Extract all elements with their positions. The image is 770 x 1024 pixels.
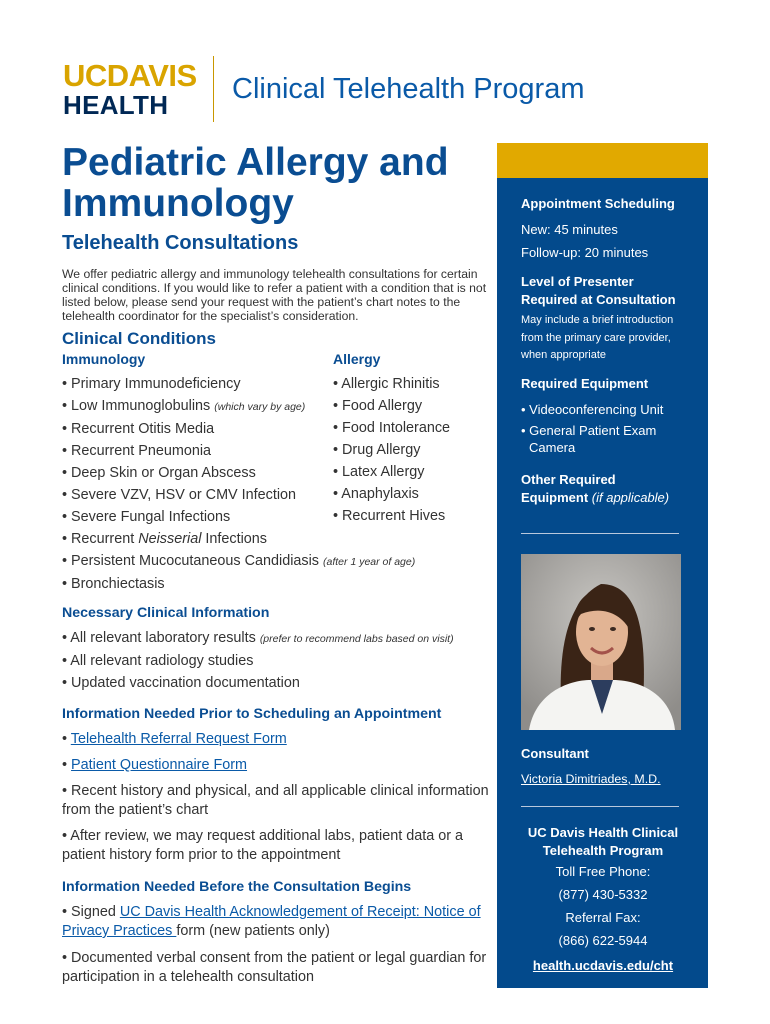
sidebar-divider xyxy=(521,806,679,807)
list-item: • Latex Allergy xyxy=(333,464,425,480)
list-item xyxy=(62,903,492,941)
header-divider xyxy=(213,56,214,122)
clinical-conditions-heading: Clinical Conditions xyxy=(62,329,216,348)
fax-number: (866) 622-5944 xyxy=(558,933,648,948)
list-item xyxy=(62,528,492,550)
allergy-heading: Allergy xyxy=(333,351,381,367)
referral-request-form-link[interactable]: Telehealth Referral Request Form xyxy=(70,731,287,747)
fax-label: Referral Fax: xyxy=(565,910,641,925)
list-item: • All relevant radiology studies xyxy=(62,653,254,669)
presenter-text-line-2: from the primary care provider, xyxy=(521,331,671,344)
list-item-text: • All relevant laboratory results xyxy=(62,630,256,646)
ucdavis-health-logo xyxy=(63,60,203,120)
necessary-info-list xyxy=(62,627,492,694)
program-title: Clinical Telehealth Program xyxy=(232,73,585,105)
patient-questionnaire-form-link[interactable]: Patient Questionnaire Form xyxy=(71,757,248,773)
list-item-text-rest: Infections xyxy=(201,531,268,547)
logo-health: HEALTH xyxy=(63,90,169,120)
sidebar-gold-bar xyxy=(497,143,708,178)
consultant-heading: Consultant xyxy=(521,746,589,761)
logo-davis: DAVIS xyxy=(106,58,197,93)
phone-label: Toll Free Phone: xyxy=(555,864,651,879)
allergy-list xyxy=(333,373,493,527)
before-consult-heading: Information Needed Before the Consultation Begins xyxy=(62,879,412,895)
necessary-info-heading: Necessary Clinical Information xyxy=(62,605,270,621)
list-item-text-rest: form (new patients only) xyxy=(176,923,330,939)
appointment-new: New: 45 minutes xyxy=(521,222,618,237)
list-item: • Recent history and physical, and all applicable clinical information from the patient’s chart xyxy=(62,783,489,818)
list-item-text: • Persistent Mucocutaneous Candidiasis xyxy=(62,553,320,569)
list-item: • Severe Fungal Infections xyxy=(62,509,231,525)
other-equipment-label: Equipment xyxy=(521,490,589,505)
list-item: • Bronchiectasis xyxy=(62,576,165,592)
other-equipment-line-1: Other Required xyxy=(521,472,616,487)
presenter-text-line-3: when appropriate xyxy=(521,349,607,361)
list-item-text: • Low Immunoglobulins xyxy=(62,398,211,414)
page-title-line-1: Pediatric Allergy and xyxy=(62,141,449,184)
list-item: • Food Intolerance xyxy=(333,420,451,436)
list-item: • Drug Allergy xyxy=(333,442,421,458)
website-link[interactable]: health.ucdavis.edu/cht xyxy=(532,958,674,973)
list-item: • Food Allergy xyxy=(333,398,423,414)
consultant-portrait-icon xyxy=(521,554,681,730)
immunology-heading: Immunology xyxy=(62,351,146,367)
consultant-name-link[interactable]: Victoria Dimitriades, M.D. xyxy=(521,772,661,786)
list-item xyxy=(62,627,492,650)
logo-uc: UC xyxy=(63,58,107,93)
consultant-photo xyxy=(521,554,681,730)
other-equipment-note: (if applicable) xyxy=(588,490,670,505)
sidebar xyxy=(497,178,708,988)
equipment-heading: Required Equipment xyxy=(521,376,649,391)
bullet: • xyxy=(62,731,71,747)
prior-scheduling-heading: Information Needed Prior to Scheduling an Appointment xyxy=(62,706,442,722)
list-item: • Recurrent Pneumonia xyxy=(62,443,212,459)
list-item: • Deep Skin or Organ Abscess xyxy=(62,465,256,481)
list-item-note: (which vary by age) xyxy=(214,401,306,413)
presenter-text-line-1: May include a brief introduction xyxy=(521,314,674,326)
presenter-heading-line-1: Level of Presenter xyxy=(521,274,634,289)
appointment-followup: Follow-up: 20 minutes xyxy=(521,245,649,260)
presenter-text xyxy=(521,312,696,365)
appointment-heading: Appointment Scheduling xyxy=(521,196,675,211)
list-item-italic: Neisserial xyxy=(138,531,202,547)
list-item xyxy=(62,730,492,749)
phone-number: (877) 430-5332 xyxy=(558,887,648,902)
page-subtitle: Telehealth Consultations xyxy=(62,232,299,254)
list-item: • Anaphylaxis xyxy=(333,486,419,502)
logo-line-1 xyxy=(63,60,203,91)
list-item: • After review, we may request additional labs, patient data or a patient history form prior to the appointment xyxy=(62,828,464,863)
page-title-line-2: Immunology xyxy=(62,182,294,225)
list-item-note: (after 1 year of age) xyxy=(323,556,416,568)
list-item: • Primary Immunodeficiency xyxy=(62,376,241,392)
presenter-heading-line-2: Required at Consultation xyxy=(521,292,676,307)
presenter-heading xyxy=(521,273,696,309)
other-equipment-line-2 xyxy=(521,489,696,507)
list-item: • Allergic Rhinitis xyxy=(333,376,440,392)
list-item-text: • Recurrent xyxy=(62,531,139,547)
equipment-item xyxy=(521,422,696,456)
other-equipment-heading xyxy=(521,471,696,507)
page-title xyxy=(62,142,502,224)
list-item-note: (prefer to recommend labs based on visit) xyxy=(259,633,454,645)
sidebar-divider xyxy=(521,533,679,534)
list-item: • Updated vaccination documentation xyxy=(62,675,300,691)
equipment-item-line-2: Camera xyxy=(529,440,576,455)
list-item xyxy=(62,550,492,573)
list-item: • Documented verbal consent from the patient or legal guardian for participation in a telehealth consultation xyxy=(62,950,487,985)
list-item: • Recurrent Hives xyxy=(333,508,446,524)
privacy-practices-link[interactable]: UC Davis Health Acknowledgement of Receipt: Notice of Privacy Practices xyxy=(62,904,481,939)
equipment-item: • Videoconferencing Unit xyxy=(521,402,664,417)
list-item: • Severe VZV, HSV or CMV Infection xyxy=(62,487,297,503)
program-contact-heading xyxy=(507,824,699,860)
intro-paragraph: We offer pediatric allergy and immunology telehealth consultations for certain clinical conditions. If you would like to refer a patient with a condition that is not listed below, please send your request with the patient’s chart notes to the telehealth coordinator for the specialist’s consideration. xyxy=(62,267,487,323)
program-contact-line-1: UC Davis Health Clinical xyxy=(527,825,679,840)
bullet: • xyxy=(62,757,72,773)
list-item: • Recurrent Otitis Media xyxy=(62,421,215,437)
equipment-item-line-1: • General Patient Exam xyxy=(521,423,657,438)
list-item xyxy=(62,756,492,775)
list-item-text: • Signed xyxy=(62,904,120,920)
program-contact-line-2: Telehealth Program xyxy=(542,843,664,858)
